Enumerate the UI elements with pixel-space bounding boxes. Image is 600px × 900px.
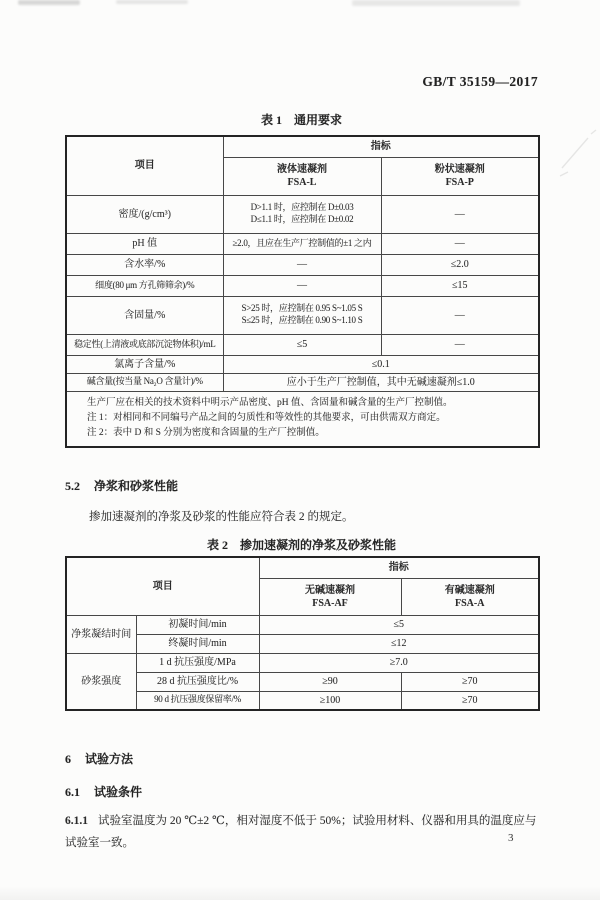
table1-general-requirements	[65, 135, 538, 448]
table1-header-item: 项目	[66, 136, 223, 195]
table-cell: 密度/(g/cm³)	[66, 195, 223, 233]
column-code: FSA-P	[445, 177, 474, 188]
table1-header-fsap	[381, 157, 539, 195]
table-cell: 细度(80 μm 方孔筛筛余)/%	[66, 275, 223, 296]
table-cell: 1 d 抗压强度/MPa	[136, 653, 259, 672]
table-cell: —	[381, 233, 539, 254]
note-line: 注 2：表中 D 和 S 分别为密度和含固量的生产厂控制值。	[87, 427, 325, 438]
table-cell: 28 d 抗压强度比/%	[136, 672, 259, 691]
table-cell: —	[381, 334, 539, 355]
table2-header-a	[401, 578, 539, 615]
page-number: 3	[508, 832, 514, 844]
table-cell: ≤15	[381, 275, 539, 296]
pencil-mark-artifact	[558, 128, 598, 190]
standard-number: GB/T 35159—2017	[422, 74, 538, 89]
table-row	[66, 334, 539, 355]
row-group-label: 净浆凝结时间	[66, 615, 136, 653]
table-cell: ≥7.0	[259, 653, 539, 672]
section-title: 试验方法	[85, 752, 134, 766]
table-row	[66, 296, 539, 334]
table-cell: 含固量/%	[66, 296, 223, 334]
column-code: FSA-AF	[312, 597, 348, 609]
column-code: FSA-A	[455, 597, 485, 609]
table-cell: ≥100	[259, 691, 401, 710]
section-heading-5-2	[65, 477, 178, 494]
table-row	[66, 653, 539, 672]
column-label: 粉状速凝剂	[434, 164, 485, 175]
table-cell: ≤12	[259, 634, 539, 653]
table-cell: ≥70	[401, 691, 539, 710]
column-code: FSA-L	[287, 177, 317, 188]
table-cell: pH 值	[66, 233, 223, 254]
section-number: 6	[65, 752, 71, 766]
table-cell: 终凝时间/min	[136, 634, 259, 653]
table-row	[66, 373, 539, 391]
table-row	[66, 672, 539, 691]
table-cell: —	[223, 254, 381, 275]
table-row	[66, 634, 539, 653]
section-number: 5.2	[65, 479, 80, 493]
section-number: 6.1	[65, 785, 80, 799]
paragraph-6-1-1	[65, 810, 545, 855]
table-row	[66, 233, 539, 254]
table-cell: ≤5	[259, 615, 539, 634]
table1-header-index: 指标	[223, 136, 539, 157]
table-cell: ≥2.0，且应在生产厂控制值的±1 之内	[223, 233, 381, 254]
section-heading-6-1	[65, 783, 142, 800]
section-title: 净浆和砂浆性能	[94, 479, 179, 493]
section-title: 试验条件	[94, 785, 143, 799]
table-row	[66, 275, 539, 296]
scan-shadow	[0, 886, 600, 900]
cell-line: S>25 时，应控制在 0.95 S~1.05 S	[241, 303, 363, 314]
table-cell: 氯离子含量/%	[66, 355, 223, 373]
table-row	[66, 691, 539, 710]
table-notes-row	[66, 391, 539, 447]
table-cell: ≥70	[401, 672, 539, 691]
table1-header-fsal	[223, 157, 381, 195]
table-cell: —	[223, 275, 381, 296]
table2-caption: 表 2 掺加速凝剂的净浆及砂浆性能	[206, 538, 396, 552]
table-row	[66, 355, 539, 373]
table2-header-index: 指标	[259, 557, 539, 578]
table-cell	[223, 195, 381, 233]
cell-line: S≤25 时，应控制在 0.90 S~1.10 S	[241, 315, 363, 325]
scan-artifact	[352, 0, 520, 6]
note-line: 注 1：对相同和不同编号产品之间的匀质性和等效性的其他要求，可由供需双方商定。	[87, 412, 446, 423]
cell-line: D≤1.1 时，应控制在 D±0.02	[250, 214, 354, 224]
column-label: 有碱速凝剂	[444, 584, 495, 596]
scan-artifact	[18, 0, 80, 5]
table-cell: ≤2.0	[381, 254, 539, 275]
column-label: 无碱速凝剂	[305, 584, 355, 596]
table-header-row	[66, 557, 539, 578]
clause-text: 试验室温度为 20 ℃±2 ℃，相对湿度不低于 50%；试验用材料、仪器和用具的温度应与试验室一致。	[65, 815, 537, 850]
table-cell: ≤5	[223, 334, 381, 355]
row-group-label: 砂浆强度	[66, 653, 136, 710]
table-cell: 稳定性(上清液或底部沉淀物体积)/mL	[66, 334, 223, 355]
section-heading-6	[65, 750, 133, 767]
table-cell: 碱含量(按当量 Na₂O 含量计)/%	[66, 373, 223, 391]
table-cell: ≥90	[259, 672, 401, 691]
table-row	[66, 254, 539, 275]
table-row	[66, 195, 539, 233]
table-notes-cell	[66, 391, 539, 447]
table2-paste-mortar-performance	[65, 556, 538, 711]
column-label: 液体速凝剂	[277, 164, 327, 175]
table-row	[66, 615, 539, 634]
table-cell: —	[381, 195, 539, 233]
note-line: 生产厂应在相关的技术资料中明示产品密度、pH 值、含固量和碱含量的生产厂控制值。	[87, 397, 453, 408]
table-cell	[223, 296, 381, 334]
table-cell: 含水率/%	[66, 254, 223, 275]
table-cell: ≤0.1	[223, 355, 539, 373]
table2-header-item: 项目	[66, 557, 259, 615]
table2-header-af	[259, 578, 401, 615]
clause-number: 6.1.1	[65, 815, 88, 827]
table-cell: —	[381, 296, 539, 334]
table1-caption: 表 1 通用要求	[260, 113, 342, 127]
table-cell: 90 d 抗压强度保留率/%	[136, 691, 259, 710]
table-cell: 应小于生产厂控制值，其中无碱速凝剂≤1.0	[223, 373, 539, 391]
paragraph-5-2: 掺加速凝剂的净浆及砂浆的性能应符合表 2 的规定。	[89, 511, 354, 523]
scan-artifact	[116, 0, 188, 4]
cell-line: D>1.1 时，应控制在 D±0.03	[250, 202, 354, 213]
table-header-row	[66, 136, 539, 157]
table-cell: 初凝时间/min	[136, 615, 259, 634]
